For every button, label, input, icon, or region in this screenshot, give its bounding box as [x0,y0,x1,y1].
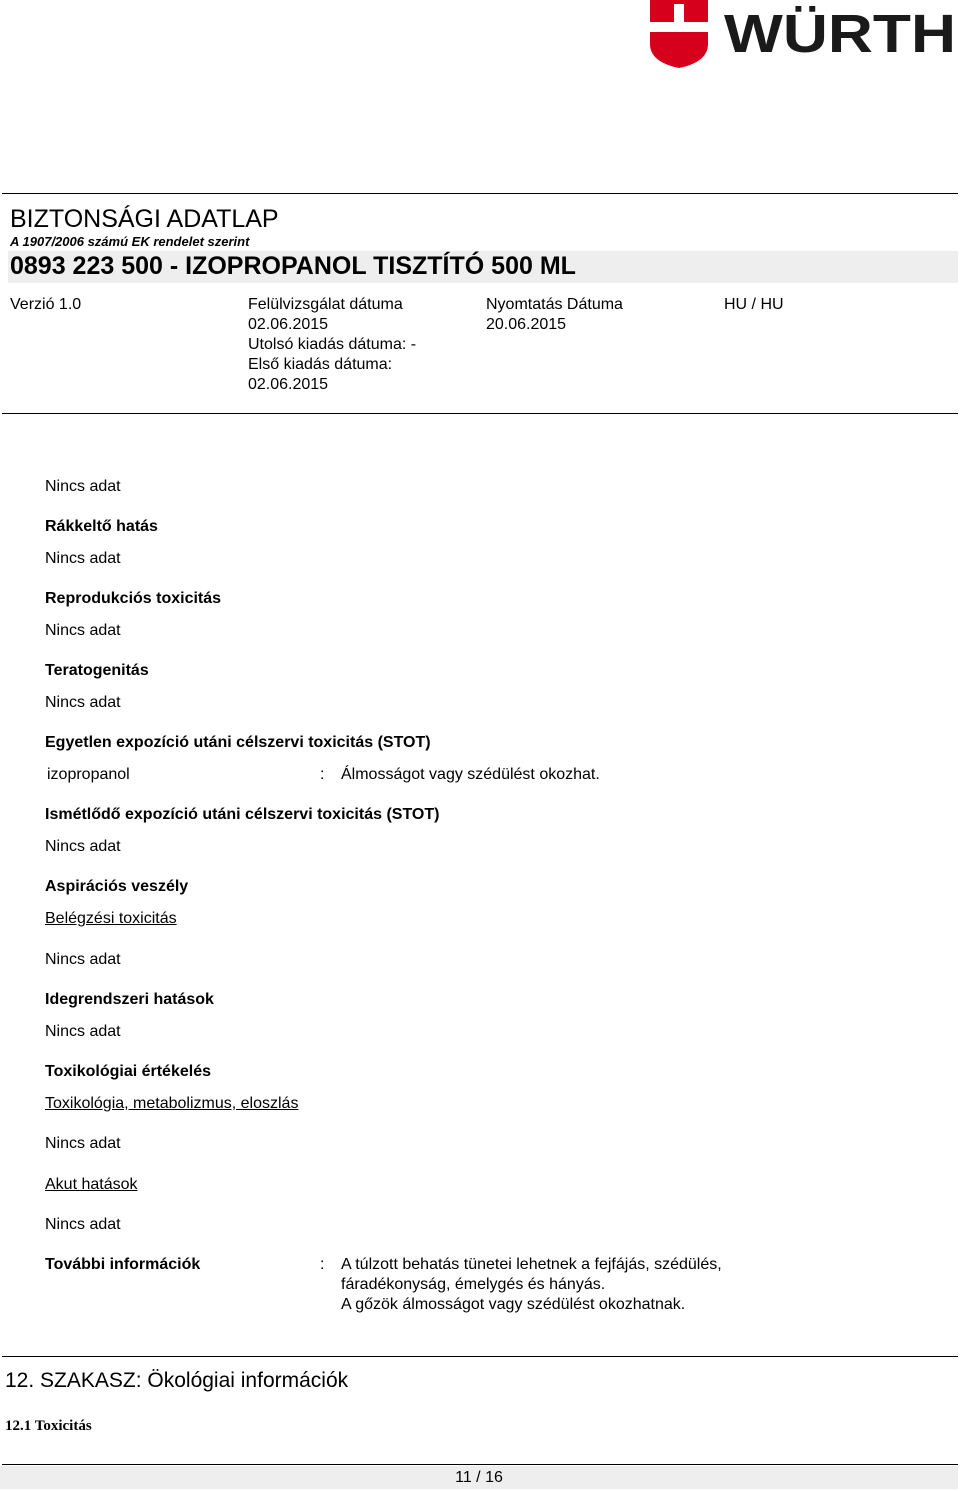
further-info-line: A gőzök álmosságot vagy szédülést okozhatnak. [341,1296,686,1313]
print-date: 20.06.2015 [486,316,567,333]
document-title: BIZTONSÁGI ADATLAP [10,205,279,233]
version: Verzió 1.0 [10,296,82,313]
reproductive-heading: Reprodukciós toxicitás [45,590,222,607]
stot-single-heading: Egyetlen expozíció utáni célszervi toxicitás (STOT) [45,734,431,751]
language: HU / HU [724,296,784,313]
no-data-text: Nincs adat [45,951,121,968]
no-data-text: Nincs adat [45,694,121,711]
no-data-text: Nincs adat [45,1023,121,1040]
no-data-text: Nincs adat [45,838,121,855]
wurth-logo-wordmark: WÜRTH [724,4,956,64]
first-issue-label: Első kiadás dátuma: [248,356,393,373]
no-data-text: Nincs adat [45,550,121,567]
further-info-line: fáradékonyság, émelygés és hányás. [341,1276,606,1293]
print-label: Nyomtatás Dátuma [486,296,623,313]
last-issue: Utolsó kiadás dátuma: - [248,336,417,353]
revision-label: Felülvizsgálat dátuma [248,296,403,313]
revision-date: 02.06.2015 [248,316,329,333]
no-data-text: Nincs adat [45,478,121,495]
carcinogenicity-heading: Rákkeltő hatás [45,518,158,535]
further-info-line: A túlzott behatás tünetei lehetnek a fejfájás, szédülés, [341,1256,722,1273]
stot-repeated-heading: Ismétlődő expozíció utáni célszervi toxicitás (STOT) [45,806,440,823]
wurth-logo [648,0,958,70]
acute-subheading: Akut hatások [45,1176,138,1193]
section-12-1-heading: 12.1 Toxicitás [5,1418,92,1434]
further-info-colon: : [320,1256,325,1273]
regulation-reference: A 1907/2006 számú EK rendelet szerint [10,234,250,249]
no-data-text: Nincs adat [45,1216,121,1233]
neuro-heading: Idegrendszeri hatások [45,991,214,1008]
tox-eval-heading: Toxikológiai értékelés [45,1063,211,1080]
section-rule [2,1356,958,1357]
stot-single-colon: : [320,766,325,783]
product-name: 0893 223 500 - IZOPROPANOL TISZTÍTÓ 500 ML [10,252,576,280]
page-number: 11 / 16 [455,1469,503,1486]
first-issue-date: 02.06.2015 [248,376,329,393]
no-data-text: Nincs adat [45,1135,121,1152]
further-info-label: További információk [45,1256,201,1273]
aspiration-heading: Aspirációs veszély [45,878,189,895]
section-12-title: 12. SZAKASZ: Ökológiai információk [5,1369,349,1392]
no-data-text: Nincs adat [45,622,121,639]
header-bottom-rule [2,413,958,414]
header-top-rule [2,193,958,194]
footer-rule [2,1464,958,1465]
teratogenicity-heading: Teratogenitás [45,662,149,679]
stot-single-substance: izopropanol [47,766,130,783]
tox-metab-subheading: Toxikológia, metabolizmus, eloszlás [45,1095,299,1112]
inhalation-subheading: Belégzési toxicitás [45,910,177,927]
stot-single-value: Álmosságot vagy szédülést okozhat. [341,766,600,783]
